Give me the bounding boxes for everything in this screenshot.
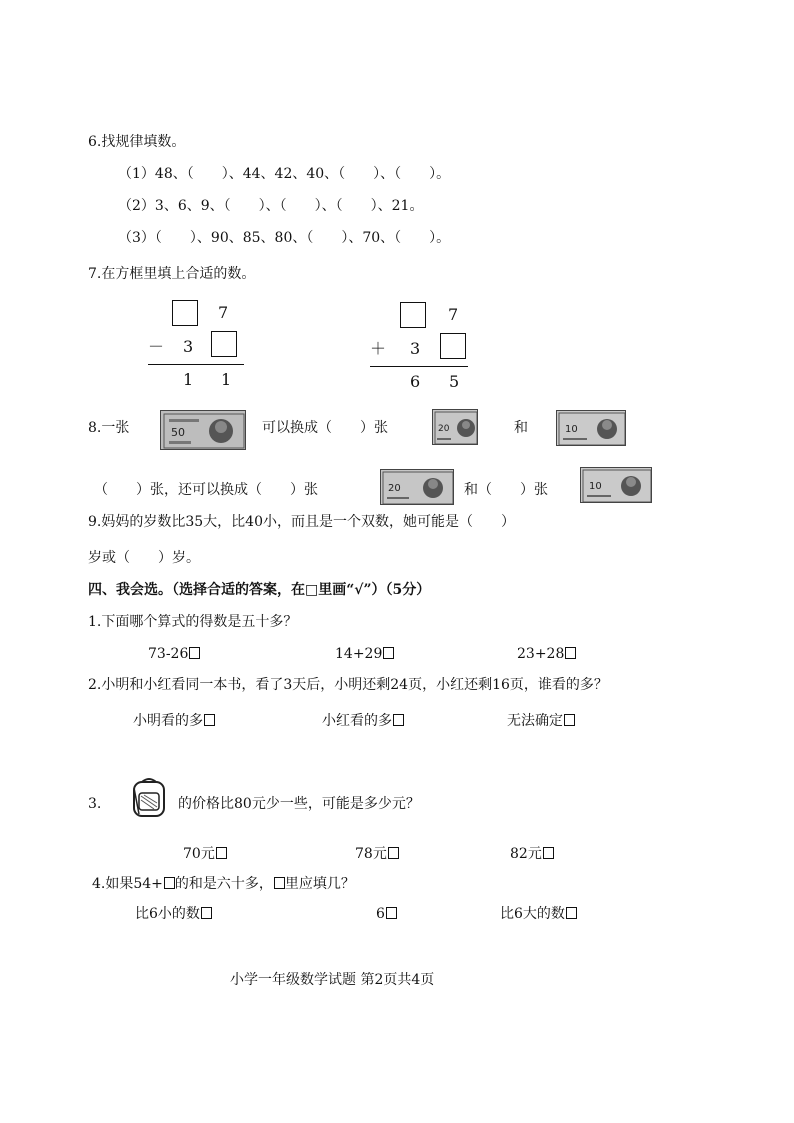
q8-text-b2: 和（ ）张 [464, 482, 548, 498]
checkbox[interactable] [564, 714, 575, 726]
q8-text-b1: （ ）张，还可以换成（ ）张 [94, 482, 318, 498]
checkbox[interactable] [388, 847, 399, 859]
q6-line-1: （1）48、（ ）、44、42、40、（ ）、（ ）。 [118, 166, 451, 182]
c4-option-2[interactable] [376, 905, 397, 923]
c4-title-a: 4.如果54+ [92, 876, 163, 892]
option-label: 78元 [355, 846, 387, 862]
option-label: 82元 [510, 846, 542, 862]
backpack-icon [130, 776, 168, 818]
banknote-20-icon [432, 409, 478, 445]
c2-option-3[interactable] [507, 712, 575, 730]
c3-text: 的价格比80元少一些，可能是多少元？ [178, 796, 420, 812]
sum-line [148, 364, 244, 365]
checkbox[interactable] [543, 847, 554, 859]
checkbox[interactable] [383, 647, 394, 659]
q9-line-2: 岁或（ ）岁。 [88, 550, 200, 566]
digit: 3 [410, 339, 421, 358]
digit: 3 [183, 337, 194, 356]
c4-title-b: 的和是六十多， [174, 876, 273, 892]
option-label: 小红看的多 [322, 713, 392, 729]
banknote-value: 10 [565, 424, 578, 435]
c2-option-1[interactable] [133, 712, 215, 730]
q8-text-a3: 和 [514, 420, 528, 436]
digit: 6 [410, 372, 421, 391]
c1-option-3[interactable] [517, 645, 576, 663]
blank-box [274, 877, 285, 889]
checkbox[interactable] [189, 647, 200, 659]
banknote-10-icon [556, 410, 626, 446]
checkbox[interactable] [204, 714, 215, 726]
option-label: 73-26 [148, 646, 189, 662]
c3-number: 3. [88, 796, 102, 812]
operator-minus: － [148, 337, 165, 356]
digit: 1 [183, 370, 194, 389]
section-4-header: 四、我会选。（选择合适的答案，在□里画“√”）（5分） [88, 582, 431, 598]
c1-option-2[interactable] [335, 645, 394, 663]
banknote-20-icon [380, 469, 454, 505]
c2-title: 2.小明和小红看同一本书，看了3天后，小明还剩24页，小红还剩16页，谁看的多？ [88, 677, 608, 693]
c4-title [92, 875, 355, 893]
option-label: 小明看的多 [133, 713, 203, 729]
checkbox[interactable] [201, 907, 212, 919]
digit: 7 [448, 305, 459, 324]
banknote-50-icon [160, 410, 246, 450]
blank-box [164, 877, 175, 889]
checkbox[interactable] [566, 907, 577, 919]
answer-box[interactable] [400, 302, 426, 328]
c2-option-2[interactable] [322, 712, 404, 730]
c4-option-1[interactable] [135, 905, 212, 923]
operator-plus: ＋ [370, 339, 387, 358]
page-footer: 小学一年级数学试题 第2页共4页 [230, 972, 435, 988]
c1-title: 1.下面哪个算式的得数是五十多？ [88, 614, 298, 630]
checkbox[interactable] [386, 907, 397, 919]
option-label: 比6小的数 [135, 906, 200, 922]
q6-line-3: （3）（ ）、90、85、80、（ ）、70、（ ）。 [118, 230, 451, 246]
option-label: 比6大的数 [500, 906, 565, 922]
c4-option-3[interactable] [500, 905, 577, 923]
c1-option-1[interactable] [148, 645, 200, 663]
q8-text-a2: 可以换成（ ）张 [262, 420, 388, 436]
c4-title-c: 里应填几？ [284, 876, 355, 892]
digit: 5 [449, 372, 460, 391]
banknote-value: 20 [438, 424, 450, 434]
option-label: 70元 [183, 846, 215, 862]
option-label: 6 [376, 906, 385, 922]
sum-line [370, 366, 468, 367]
q9-line-1: 9.妈妈的岁数比35大，比40小，而且是一个双数，她可能是（ ） [88, 514, 515, 530]
banknote-value: 10 [589, 481, 602, 492]
option-label: 14+29 [335, 646, 383, 662]
answer-box[interactable] [440, 333, 466, 359]
c3-option-3[interactable] [510, 845, 554, 863]
checkbox[interactable] [393, 714, 404, 726]
banknote-10-icon [580, 467, 652, 503]
option-label: 无法确定 [507, 713, 563, 729]
checkbox[interactable] [565, 647, 576, 659]
banknote-value: 50 [171, 426, 185, 439]
q7-title: 7.在方框里填上合适的数。 [88, 266, 256, 282]
answer-box[interactable] [172, 300, 198, 326]
q6-title: 6.找规律填数。 [88, 134, 186, 150]
q6-line-2: （2）3、6、9、（ ）、（ ）、（ ）、21。 [118, 198, 424, 214]
q8-text-a1: 8.一张 [88, 420, 130, 436]
banknote-value: 20 [388, 483, 401, 494]
digit: 7 [218, 303, 229, 322]
digit: 1 [221, 370, 232, 389]
option-label: 23+28 [517, 646, 565, 662]
c3-option-2[interactable] [355, 845, 399, 863]
answer-box[interactable] [211, 331, 237, 357]
c3-option-1[interactable] [183, 845, 227, 863]
checkbox[interactable] [216, 847, 227, 859]
